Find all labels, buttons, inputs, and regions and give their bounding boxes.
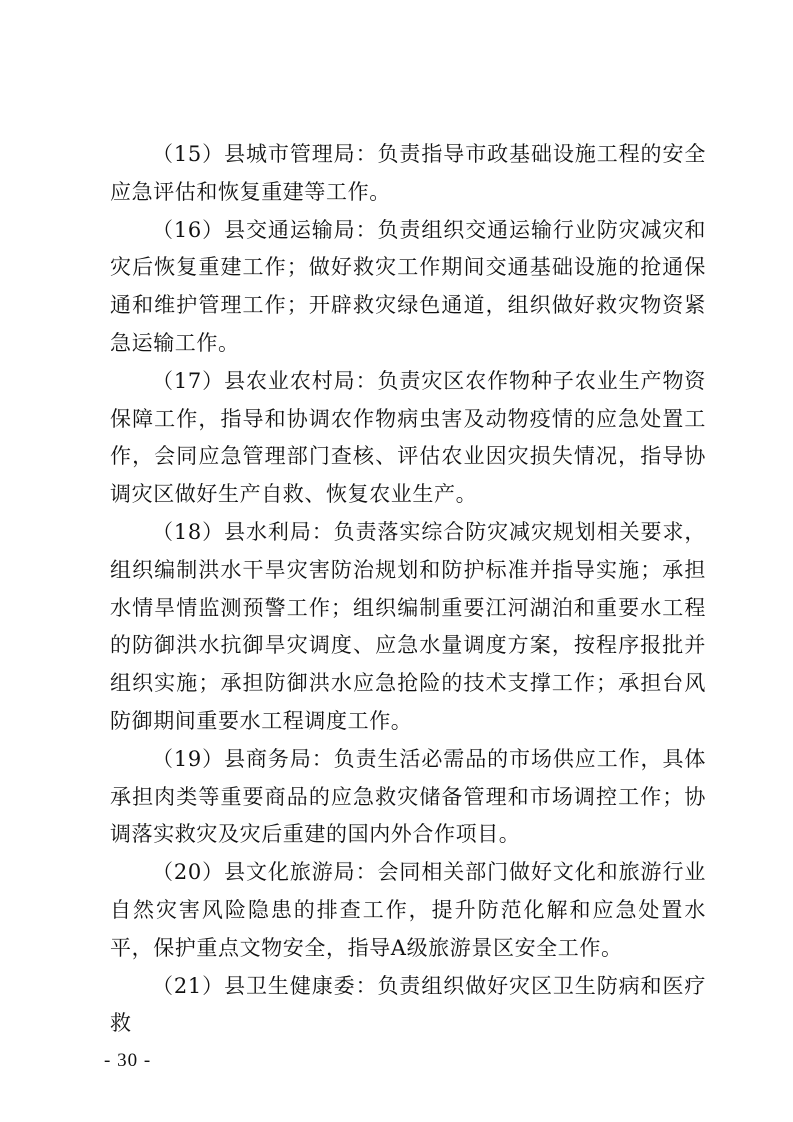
paragraph-county-culture-tourism: （20）县文化旅游局：会同相关部门做好文化和旅游行业自然灾害风险隐患的排查工作，提升防范化解和应急处置水平，保护重点文物安全，指导A级旅游景区安全工作。 <box>110 860 706 960</box>
paragraph-county-commerce: （19）县商务局：负责生活必需品的市场供应工作，具体承担肉类等重要商品的应急救灾储备管理和市场调控工作；协调落实救灾及灾后重建的国内外合作项目。 <box>110 746 706 847</box>
paragraph-county-water-resources: （18）县水利局：负责落实综合防灾减灾规划相关要求，组织编制洪水干旱灾害防治规划和防护标准并指导实施；承担水情旱情监测预警工作；组织编制重要江河湖泊和重要水工程的防御洪水抗御旱灾调度、应急水量调度方案，按程序报批并组织实施；承担防御洪水应急抢险的技术支撑工作；承担台风防御期间重要水工程调度工作。 <box>110 519 706 733</box>
paragraph-county-agriculture: （17）县农业农村局：负责灾区农作物种子农业生产物资保障工作，指导和协调农作物病虫害及动物疫情的应急处置工作，会同应急管理部门查核、评估农业因灾损失情况，指导协调灾区做好生产自救、恢复农业生产。 <box>110 368 706 507</box>
paragraph-county-urban-management: （15）县城市管理局：负责指导市政基础设施工程的安全应急评估和恢复重建等工作。 <box>110 142 706 204</box>
page-number: - 30 - <box>104 1050 152 1071</box>
paragraph-county-health: （21）县卫生健康委：负责组织做好灾区卫生防病和医疗救 <box>110 973 706 1036</box>
paragraph-county-transport: （16）县交通运输局：负责组织交通运输行业防灾减灾和灾后恢复重建工作；做好救灾工作期间交通基础设施的抢通保通和维护管理工作；开辟救灾绿色通道，组织做好救灾物资紧急运输工作。 <box>110 217 706 355</box>
document-body <box>110 136 706 1043</box>
